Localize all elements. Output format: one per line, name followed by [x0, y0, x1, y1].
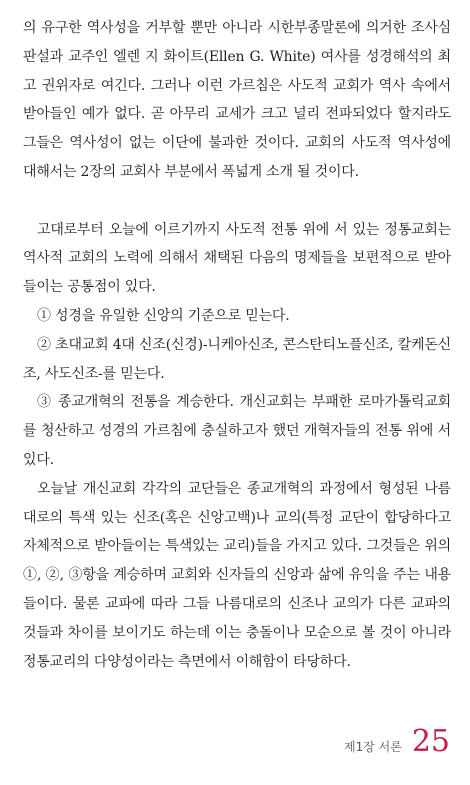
- list-item-1: ① 성경을 유일한 신앙의 기준으로 믿는다.: [37, 307, 290, 324]
- paragraph-orthodox-church: 고대로부터 오늘에 이르기까지 사도적 전통 위에 서 있는 정통교회는 역사적 교회의 노력에 의해서 채택된 다음의 명제들을 보편적으로 받아들이는 공통점이 있다.: [23, 221, 451, 296]
- paragraph-continued: 의 유구한 역사성을 거부할 뿐만 아니라 시한부종말론에 의거한 조사심판설과 교주인 엘렌 지 화이트(Ellen G. White) 여사를 성경해석의 최고 권위자로 여긴다. 그러나 이런 가르침은 사도적 교회가 역사 속에서 받아들인 예가 없다. 곧 아무리 교세가 크고 널리 전파되었다 할지라도 그들은 역사성이 없는 이단에 불과한 것이다. 교회의 사도적 역사성에 대해서는 2장의 교회사 부분에서 폭넓게 소개 될 것이다.: [23, 20, 451, 180]
- page-number: 25: [411, 724, 450, 759]
- body-text: [23, 14, 451, 676]
- page-footer: [343, 724, 450, 759]
- paragraph-gap: [23, 187, 451, 216]
- list-item-3: ③ 종교개혁의 전통을 계승한다. 개신교회는 부패한 로마가톨릭교회를 청산하고 성경의 가르침에 충실하고자 했던 개혁자들의 전통 위에 서 있다.: [23, 394, 451, 468]
- chapter-label: 제1장 서론: [343, 740, 402, 754]
- list-item-2: ② 초대교회 4대 신조(신경)-니케아신조, 콘스탄티노플신조, 칼케돈신조, 사도신조-를 믿는다.: [23, 336, 451, 382]
- paragraph-protestant-denominations: 오늘날 개신교회 각각의 교단들은 종교개혁의 과정에서 형성된 나름대로의 특색 있는 신조(혹은 신앙고백)나 교의(특정 교단이 합당하다고 자체적으로 받아들이는 특색있는 교리)들을 가지고 있다. 그것들은 위의 ①, ②, ③항을 계승하며 교회와 신자들의 신앙과 삶에 유익을 주는 내용들이다. 물론 교파에 따라 그들 나름대로의 신조나 교의가 다른 교파의 것들과 차이를 보이기도 하는데 이는 충돌이나 모순으로 볼 것이 아니라 정통교리의 다양성이라는 측면에서 이해함이 타당하다.: [23, 480, 451, 670]
